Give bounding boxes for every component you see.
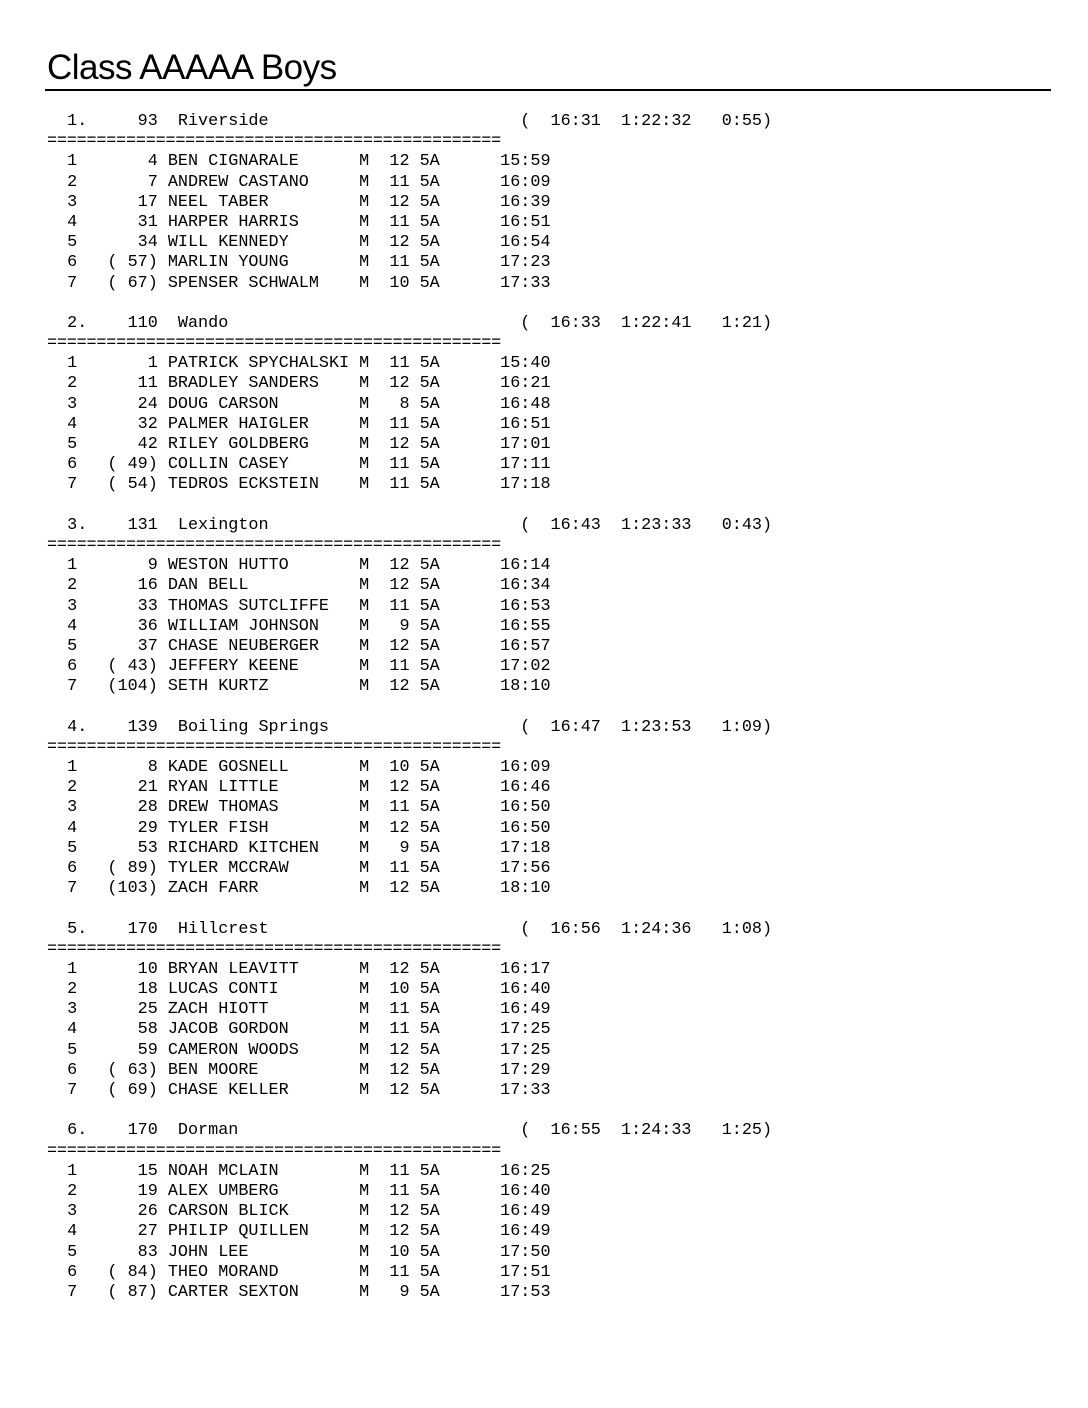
title-divider bbox=[45, 89, 1051, 91]
runner-row: 3 26 CARSON BLICK M 12 5A 16:49 bbox=[47, 1202, 551, 1222]
runner-row: 3 28 DREW THOMAS M 11 5A 16:50 bbox=[47, 798, 551, 818]
team-header: 1. 93 Riverside ( 16:31 1:22:32 0:55) bbox=[47, 112, 773, 131]
team-block-3 bbox=[47, 516, 772, 698]
team-divider: ============================================== bbox=[47, 737, 502, 757]
runner-row: 1 9 WESTON HUTTO M 12 5A 16:14 bbox=[47, 556, 551, 576]
runner-row: 7 ( 67) SPENSER SCHWALM M 10 5A 17:33 bbox=[47, 273, 551, 293]
runner-row: 2 16 DAN BELL M 12 5A 16:34 bbox=[47, 576, 551, 596]
runner-row: 1 10 BRYAN LEAVITT M 12 5A 16:17 bbox=[47, 959, 551, 979]
team-block-1 bbox=[47, 112, 772, 294]
team-block-2 bbox=[47, 314, 772, 496]
runner-row: 2 11 BRADLEY SANDERS M 12 5A 16:21 bbox=[47, 374, 551, 394]
page-title: Class AAAAA Boys bbox=[47, 48, 337, 87]
runner-row: 3 24 DOUG CARSON M 8 5A 16:48 bbox=[47, 394, 551, 414]
runner-row: 6 ( 57) MARLIN YOUNG M 11 5A 17:23 bbox=[47, 253, 551, 273]
runner-row: 4 58 JACOB GORDON M 11 5A 17:25 bbox=[47, 1020, 551, 1040]
team-block-6 bbox=[47, 1121, 772, 1303]
team-divider: ============================================== bbox=[47, 939, 502, 959]
team-header: 5. 170 Hillcrest ( 16:56 1:24:36 1:08) bbox=[47, 919, 773, 939]
runner-row: 5 83 JOHN LEE M 10 5A 17:50 bbox=[47, 1242, 551, 1262]
runner-row: 2 18 LUCAS CONTI M 10 5A 16:40 bbox=[47, 980, 551, 1000]
runner-row: 6 ( 89) TYLER MCCRAW M 11 5A 17:56 bbox=[47, 858, 551, 878]
team-header: 4. 139 Boiling Springs ( 16:47 1:23:53 1:09) bbox=[47, 717, 773, 737]
runner-row: 1 15 NOAH MCLAIN M 11 5A 16:25 bbox=[47, 1161, 551, 1181]
runner-row: 5 37 CHASE NEUBERGER M 12 5A 16:57 bbox=[47, 636, 551, 656]
team-divider: ============================================== bbox=[47, 334, 502, 354]
runner-row: 4 36 WILLIAM JOHNSON M 9 5A 16:55 bbox=[47, 616, 551, 636]
team-block-4 bbox=[47, 718, 772, 900]
runner-row: 2 7 ANDREW CASTANO M 11 5A 16:09 bbox=[47, 172, 551, 192]
runner-row: 6 ( 63) BEN MOORE M 12 5A 17:29 bbox=[47, 1060, 551, 1080]
runner-row: 5 53 RICHARD KITCHEN M 9 5A 17:18 bbox=[47, 838, 551, 858]
runner-row: 7 ( 87) CARTER SEXTON M 9 5A 17:53 bbox=[47, 1282, 551, 1302]
runner-row: 3 33 THOMAS SUTCLIFFE M 11 5A 16:53 bbox=[47, 596, 551, 616]
runner-row: 1 8 KADE GOSNELL M 10 5A 16:09 bbox=[47, 758, 551, 777]
team-divider: ============================================== bbox=[47, 132, 502, 152]
runner-row: 4 29 TYLER FISH M 12 5A 16:50 bbox=[47, 818, 551, 838]
team-header: 3. 131 Lexington ( 16:43 1:23:33 0:43) bbox=[47, 515, 773, 535]
runner-row: 4 27 PHILIP QUILLEN M 12 5A 16:49 bbox=[47, 1222, 551, 1242]
runner-row: 3 17 NEEL TABER M 12 5A 16:39 bbox=[47, 192, 551, 212]
runner-row: 2 21 RYAN LITTLE M 12 5A 16:46 bbox=[47, 778, 551, 798]
runner-row: 5 42 RILEY GOLDBERG M 12 5A 17:01 bbox=[47, 435, 551, 454]
team-header: 2. 110 Wando ( 16:33 1:22:41 1:21) bbox=[47, 313, 773, 333]
runner-row: 2 19 ALEX UMBERG M 11 5A 16:40 bbox=[47, 1181, 551, 1201]
runner-row: 6 ( 49) COLLIN CASEY M 11 5A 17:11 bbox=[47, 455, 551, 475]
runner-row: 6 ( 43) JEFFERY KEENE M 11 5A 17:02 bbox=[47, 657, 551, 677]
runner-row: 1 1 PATRICK SPYCHALSKI M 11 5A 15:40 bbox=[47, 354, 551, 374]
runner-row: 7 (103) ZACH FARR M 12 5A 18:10 bbox=[47, 879, 551, 899]
runner-row: 6 ( 84) THEO MORAND M 11 5A 17:51 bbox=[47, 1262, 551, 1282]
runner-row: 7 (104) SETH KURTZ M 12 5A 18:10 bbox=[47, 677, 551, 697]
runner-row: 4 31 HARPER HARRIS M 11 5A 16:51 bbox=[47, 212, 551, 232]
runner-row: 1 4 BEN CIGNARALE M 12 5A 15:59 bbox=[47, 152, 551, 172]
team-divider: ============================================== bbox=[47, 535, 502, 555]
runner-row: 7 ( 69) CHASE KELLER M 12 5A 17:33 bbox=[47, 1081, 551, 1100]
team-block-5 bbox=[47, 920, 772, 1102]
runner-row: 7 ( 54) TEDROS ECKSTEIN M 11 5A 17:18 bbox=[47, 475, 551, 495]
team-divider: ============================================== bbox=[47, 1141, 502, 1161]
runner-row: 5 34 WILL KENNEDY M 12 5A 16:54 bbox=[47, 233, 551, 253]
runner-row: 4 32 PALMER HAIGLER M 11 5A 16:51 bbox=[47, 414, 551, 434]
team-header: 6. 170 Dorman ( 16:55 1:24:33 1:25) bbox=[47, 1121, 773, 1141]
team-results bbox=[47, 112, 772, 1323]
runner-row: 3 25 ZACH HIOTT M 11 5A 16:49 bbox=[47, 1000, 551, 1020]
runner-row: 5 59 CAMERON WOODS M 12 5A 17:25 bbox=[47, 1040, 551, 1060]
